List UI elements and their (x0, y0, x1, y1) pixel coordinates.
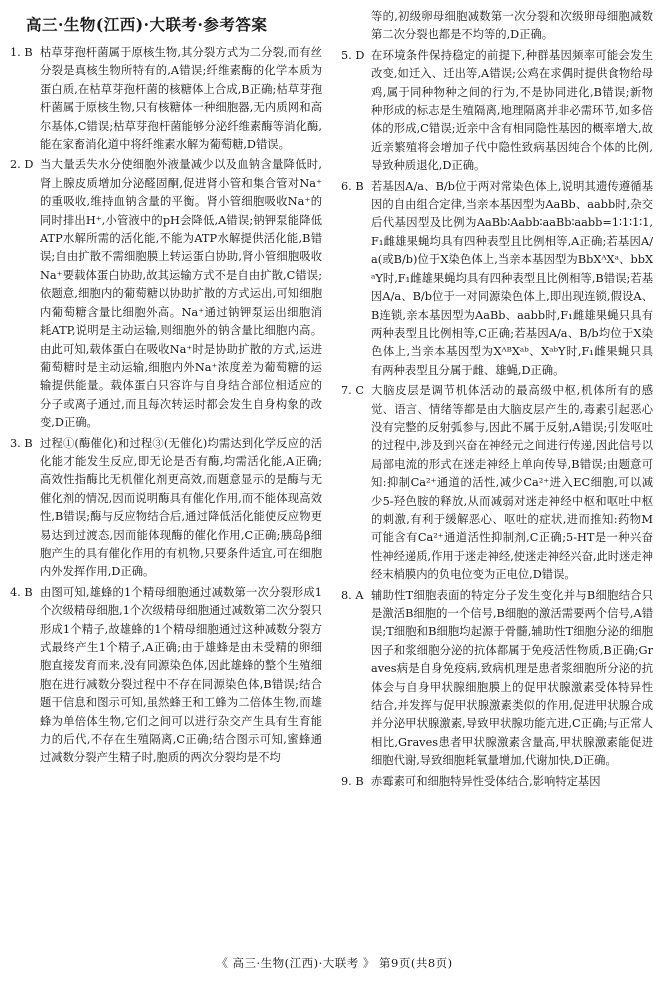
answer-text: 大脑皮层是调节机体活动的最高级中枢,机体所有的感觉、语言、情绪等都是由大脑皮层产生的,毒素引起恶心没有完整的反射弧参与,因此不属于反射,A错误;引发呕吐的过程中,涉及到兴奋在神经元之间进行传递,因此信号以局部电流的形式在迷走神经上单向传导,B错误;由题意可知:抑制Ca²⁺通道的活性,减少Ca²⁺进入EC细胞,可以减少5-羟色胺的释放,从而减弱对迷走神经中枢和呕吐中枢的刺激,有利于缓解恶心、呕吐的症状,进而推知:药物M可能含有Ca²⁺通道活性抑制剂,C正确;5-HT是一种兴奋性神经递质,作用于迷走神经,使迷走神经兴奋,此时迷走神经末梢膜内的负电位变为正电位,D错误。 (371, 384, 653, 582)
answer-item-3 (10, 435, 322, 582)
answer-number: 1. B (10, 46, 33, 59)
answer-item-7 (341, 382, 653, 584)
answer-number: 4. B (10, 585, 33, 599)
answer-item-6 (341, 178, 653, 380)
answer-text: 当大量丢失水分使细胞外液量减少以及血钠含量降低时,肾上腺皮质增加分泌醛固酮,促进肾小管和集合管对Na⁺的重吸收,维持血钠含量的平衡。肾小管细胞吸收Na⁺的同时排出H⁺,小管液中的pH会降低,A错误;钠钾泵能降低ATP水解所需的活化能,不能为ATP水解提供活化能,B错误;自由扩散不需细胞膜上转运蛋白协助,肾小管细胞吸收Na⁺要载体蛋白协助,故其运输方式不是自由扩散,C错误;依题意,细胞内的葡萄糖以协助扩散的方式运出,可知细胞内葡萄糖含量比细胞外高。Na⁺通过钠钾泵运出细胞消耗ATP,说明是主动运输,则细胞外的钠含量比细胞内高。由此可知,载体蛋白在吸收Na⁺时是协助扩散的方式,运进葡萄糖时是主动运输,细胞内外Na⁺浓度差为葡萄糖的运输提供能量。载体蛋白只容许与自身结合部位相适应的分子或离子通过,而且每次转运时都会发生自身构象的改变,D正确。 (40, 158, 322, 430)
answer-number: 7. C (341, 384, 365, 398)
answer-number: 9. B (341, 774, 364, 788)
answer-item-8 (341, 587, 653, 771)
answer-number: 3. B (10, 436, 33, 450)
right-column (341, 8, 653, 793)
answer-text: 在环境条件保持稳定的前提下,种群基因频率可能会发生改变,如迁入、迁出等,A错误;公鸡在求偶时提供食物给母鸡,属于同种物种之间的行为,不是协同进化,B错误;新物种形成的标志是生殖隔离,地理隔离并非必需环节,如多倍体的形成,C错误;近亲中含有相同隐性基因的概率增大,故近亲繁殖将会增加子代中隐性致病基因纯合个体的比例,导致种质退化,D正确。 (371, 48, 653, 173)
answer-number: 6. B (341, 179, 364, 193)
page-footer: 《 高三·生物(江西)·大联考 》 第9页(共8页) (216, 956, 453, 970)
answer-text: 枯草芽孢杆菌属于原核生物,其分裂方式为二分裂,而有丝分裂是真核生物所特有的,A错误;纤维素酶的化学本质为蛋白质,在枯草芽孢杆菌的核糖体上合成,B正确;枯草芽孢杆菌属于原核生物,只有核糖体一种细胞器,无内质网和高尔基体,C错误;枯草芽孢杆菌能够分泌纤维素酶等消化酶,能在家畜消化道中将纤维素水解为葡萄糖,D错误。 (40, 46, 322, 152)
answer-item-5 (341, 47, 653, 176)
answer-item-1 (10, 44, 322, 154)
answer-number: 5. D (341, 48, 365, 62)
answer-number: 8. A (341, 588, 364, 602)
left-column (10, 8, 322, 770)
continued-text: 等的,初级卵母细胞减数第一次分裂和次级卵母细胞减数第二次分裂也都是不均等的,D正确。 (371, 10, 653, 42)
answer-text: 若基因A/a、B/b位于两对常染色体上,说明其遗传遵循基因的自由组合定律,当亲本基因型为AaBb、aabb时,杂交后代基因型及比例为AaBb∶Aabb∶aaBb∶aabb=1∶1∶1∶1,F₁雌雄果蝇均具有四种表型且比例相等,A正确;若基因A/a(或B/b)位于X染色体上,当亲本基因型为BbXᴬXᵃ、bbXᵃY时,F₁雌雄果蝇均具有四种表型且比例相等,B错误;若基因A/a、B/b位于一对同源染色体上,即出现连锁,假设A、B连锁,亲本基因型为AaBb、aabb时,F₁雌雄果蝇只具有两种表型且比例相等,C正确;若基因A/a、B/b均位于X染色体上,当亲本基因型为XᴬᴮXᵃᵇ、XᵃᵇY时,F₁雌果蝇只具有两种表型且分属于雌、雄蝇,D正确。 (371, 179, 653, 377)
answer-item-4 (10, 584, 322, 768)
answer-text: 赤霉素可和细胞特异性受体结合,影响特定基因 (371, 774, 601, 788)
answer-text: 由图可知,雄蜂的1个精母细胞通过减数第一次分裂形成1个次级精母细胞,1个次级精母细胞通过减数第二次分裂只形成1个精子,故雄蜂的1个精母细胞通过这种减数分裂方式最终产生1个精子,A正确;由于雄蜂是由未受精的卵细胞直接发育而来,没有同源染色体,因此雄蜂的整个生殖细胞在进行减数分裂过程中不存在同源染色体,B错误;结合题干信息和图示可知,虽然蜂王和工蜂为二倍体生物,而雄蜂为单倍体生物,它们之间可以进行杂交产生具有生育能力的后代,不存在生殖隔离,C正确;结合图示可知,蜜蜂通过减数分裂产生精子时,胞质的两次分裂均是不均 (40, 585, 322, 765)
answer-text: 辅助性T细胞表面的特定分子发生变化并与B细胞结合只是激活B细胞的一个信号,B细胞的激活需要两个信号,A错误;T细胞和B细胞均起源于骨髓,辅助性T细胞分泌的细胞因子和浆细胞分泌的抗体都属于免疫活性物质,B正确;Graves病是自身免疫病,致病机理是患者浆细胞所分泌的抗体会与自身甲状腺细胞膜上的促甲状腺激素受体特异性结合,并发挥与促甲状腺激素类似的作用,促进甲状腺合成并分泌甲状腺激素,导致甲状腺功能亢进,C正确;与正常人相比,Graves患者甲状腺激素含量高,甲状腺激素能促进细胞代谢,导致细胞耗氧量增加,代谢加快,D正确。 (371, 588, 653, 768)
answer-text: 过程①(酶催化)和过程③(无催化)均需达到化学反应的活化能才能发生反应,即无论是否有酶,均需活化能,A正确;高效性指酶比无机催化剂更高效,而题意显示的是酶与无催化剂的情况,因而说明酶具有催化作用,而不能体现高效性,B错误;酶与反应物结合后,通过降低活化能使反应物更易达到过渡态,因而能体现酶的催化作用,C正确;胰岛β细胞产生的具有催化作用的有机物,只要条件适宜,可在细胞内外发挥作用,D正确。 (40, 436, 322, 579)
page-title: 高三·生物(江西)·大联考·参考答案 (26, 15, 268, 34)
answer-item-9 (341, 773, 653, 791)
answer-item-2 (10, 156, 322, 432)
answer-number: 2. D (10, 158, 34, 172)
